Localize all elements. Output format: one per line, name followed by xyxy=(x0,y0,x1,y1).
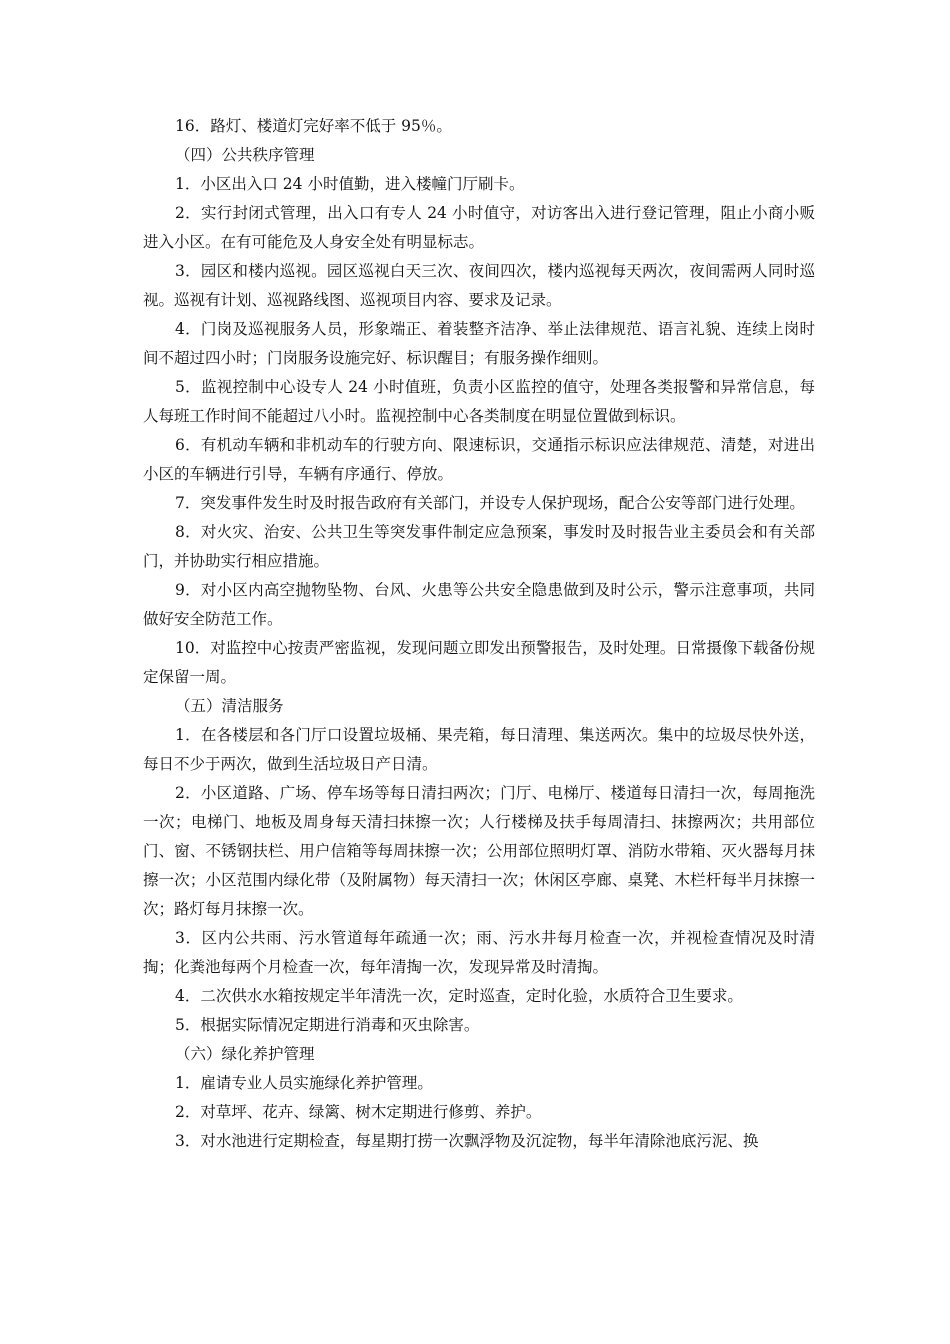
paragraph-item: 2．小区道路、广场、停车场等每日清扫两次；门厅、电梯厅、楼道每日清扫一次，每周拖洗一次；电梯门、地板及周身每天清扫抹擦一次；人行楼梯及扶手每周清扫、抹擦两次；共用部位门、窗、不锈钢扶栏、用户信箱等每周抹擦一次；公用部位照明灯罩、消防水带箱、灭火器每月抹擦一次；小区范围内绿化带（及附属物）每天清扫一次；休闲区亭廊、桌凳、木栏杆每半月抹擦一次；路灯每月抹擦一次。 xyxy=(143,784,815,918)
paragraph-item: 10．对监控中心按责严密监视，发现问题立即发出预警报告，及时处理。日常摄像下载备份规定保留一周。 xyxy=(143,639,815,686)
paragraph-item: 2．实行封闭式管理，出入口有专人 24 小时值守，对访客出入进行登记管理，阻止小商小贩进入小区。在有可能危及人身安全处有明显标志。 xyxy=(143,204,815,251)
paragraph-item: 6．有机动车辆和非机动车的行驶方向、限速标识，交通指示标识应法律规范、清楚，对进出小区的车辆进行引导，车辆有序通行、停放。 xyxy=(143,436,815,483)
paragraph-item: 7．突发事件发生时及时报告政府有关部门，并设专人保护现场，配合公安等部门进行处理。 xyxy=(175,494,805,512)
paragraph-item: 3．对水池进行定期检查，每星期打捞一次飘浮物及沉淀物，每半年清除池底污泥、换 xyxy=(175,1132,759,1150)
paragraph-item: 9．对小区内高空抛物坠物、台风、火患等公共安全隐患做到及时公示，警示注意事项，共同做好安全防范工作。 xyxy=(143,581,815,628)
paragraph-item: 8．对火灾、治安、公共卫生等突发事件制定应急预案，事发时及时报告业主委员会和有关部门，并协助实行相应措施。 xyxy=(143,523,815,570)
paragraph-item: 3．园区和楼内巡视。园区巡视白天三次、夜间四次，楼内巡视每天两次，夜间需两人同时巡视。巡视有计划、巡视路线图、巡视项目内容、要求及记录。 xyxy=(143,262,815,309)
paragraph-item: 4．二次供水水箱按规定半年清洗一次，定时巡查，定时化验，水质符合卫生要求。 xyxy=(175,987,743,1005)
paragraph-item: 2．对草坪、花卉、绿篱、树木定期进行修剪、养护。 xyxy=(175,1103,542,1121)
paragraph-item: 1．在各楼层和各门厅口设置垃圾桶、果壳箱，每日清理、集送两次。集中的垃圾尽快外送，每日不少于两次，做到生活垃圾日产日清。 xyxy=(143,726,815,773)
paragraph-item: 3．区内公共雨、污水管道每年疏通一次；雨、污水井每月检查一次，并视检查情况及时清掏；化粪池每两个月检查一次，每年清掏一次，发现异常及时清掏。 xyxy=(143,929,815,976)
paragraph-item: 4．门岗及巡视服务人员，形象端正、着装整齐洁净、举止法律规范、语言礼貌、连续上岗时间不超过四小时；门岗服务设施完好、标识醒目；有服务操作细则。 xyxy=(143,320,815,367)
paragraph-item: 1．小区出入口 24 小时值勤，进入楼幢门厅刷卡。 xyxy=(175,175,525,193)
paragraph-item: 1．雇请专业人员实施绿化养护管理。 xyxy=(175,1074,433,1092)
paragraph-item: 5．监视控制中心设专人 24 小时值班，负责小区监控的值守，处理各类报警和异常信息，每人每班工作时间不能超过八小时。监视控制中心各类制度在明显位置做到标识。 xyxy=(143,378,815,425)
section-heading-6: （六）绿化养护管理 xyxy=(175,1045,315,1063)
paragraph-item-16: 16．路灯、楼道灯完好率不低于 95％。 xyxy=(175,117,452,135)
section-heading-4: （四）公共秩序管理 xyxy=(175,146,315,164)
section-heading-5: （五）清洁服务 xyxy=(175,697,284,715)
document-body xyxy=(143,112,815,1156)
paragraph-item: 5．根据实际情况定期进行消毒和灭虫除害。 xyxy=(175,1016,480,1034)
